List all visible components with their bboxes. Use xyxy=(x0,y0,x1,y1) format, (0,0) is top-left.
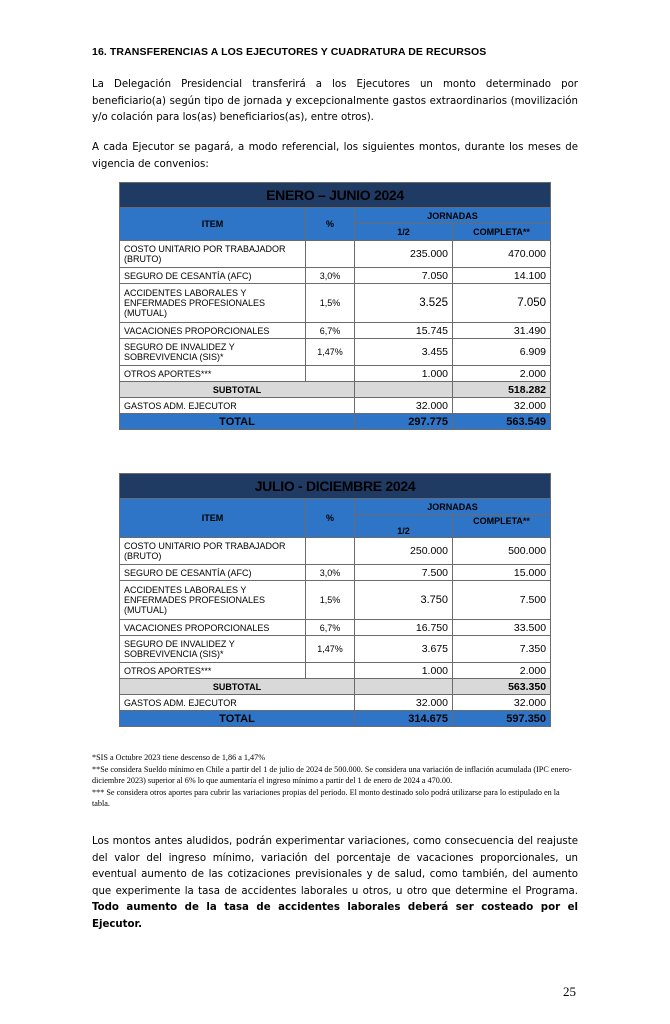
row-pct: 1,47% xyxy=(306,339,355,366)
row-half: 3.455 xyxy=(355,339,453,366)
row-half: 1.000 xyxy=(355,366,453,382)
footnotes xyxy=(92,752,578,810)
row-full: 7.050 xyxy=(453,284,551,323)
subtotal-half-empty xyxy=(355,382,453,398)
row-item: VACACIONES PROPORCIONALES xyxy=(120,620,306,636)
row-pct xyxy=(306,663,355,679)
payment-paragraph: A cada Ejecutor se pagará, a modo referencial, los siguientes montos, durante los meses de vigencia de convenios: xyxy=(92,142,578,170)
footnote-sueldo-minimo: **Se considera Sueldo mínimo en Chile a partir del 1 de julio de 2024 de 500.000. Se considera una variación de inflación acumulada (IPC enero-diciembre 2023) superior al 6% lo que aumentaría el ingreso mínimo a partir del 1 de enero de 2024 a 470.00. xyxy=(92,764,572,785)
subtotal-value: 563.350 xyxy=(453,679,551,695)
gastos-row xyxy=(120,695,551,711)
row-item: ACCIDENTES LABORALES Y ENFERMADES PROFESIONALES (MUTUAL) xyxy=(120,284,306,323)
row-full: 14.100 xyxy=(453,268,551,284)
table-row xyxy=(120,565,551,581)
section-heading: 16. TRANSFERENCIAS A LOS EJECUTORES Y CUADRATURA DE RECURSOS xyxy=(92,46,487,58)
total-full: 563.549 xyxy=(453,414,551,430)
subtotal-value: 518.282 xyxy=(453,382,551,398)
total-full: 597.350 xyxy=(453,711,551,727)
amounts-table-julio-diciembre xyxy=(119,473,551,727)
table-row xyxy=(120,323,551,339)
variations-bold-text: Todo aumento de la tasa de accidentes laborales deberá ser costeado por el Ejecutor. xyxy=(92,902,578,930)
row-item: SEGURO DE INVALIDEZ Y SOBREVIVENCIA (SIS)* xyxy=(120,636,306,663)
table-row xyxy=(120,636,551,663)
subtotal-row xyxy=(120,679,551,695)
gastos-half: 32.000 xyxy=(355,398,453,414)
table-row xyxy=(120,339,551,366)
row-item: SEGURO DE CESANTÍA (AFC) xyxy=(120,565,306,581)
row-full: 7.500 xyxy=(453,581,551,620)
total-row xyxy=(120,414,551,430)
subtotal-half-empty xyxy=(355,679,453,695)
table-row xyxy=(120,581,551,620)
header-half: 1/2 xyxy=(355,515,453,538)
row-full: 6.909 xyxy=(453,339,551,366)
total-label: TOTAL xyxy=(120,414,355,430)
row-item: COSTO UNITARIO POR TRABAJADOR (BRUTO) xyxy=(120,241,306,268)
table-row xyxy=(120,241,551,268)
table-title: JULIO - DICIEMBRE 2024 xyxy=(120,474,551,499)
row-full: 31.490 xyxy=(453,323,551,339)
page-number: 25 xyxy=(563,984,576,999)
row-half: 3.750 xyxy=(355,581,453,620)
intro-paragraph: La Delegación Presidencial transferirá a los Ejecutores un monto determinado por beneficiario(a) según tipo de jornada y excepcionalmente gastos extraordinarios (movilización y/o colación para los(as) beneficiarios(as), entre otros). xyxy=(92,79,578,123)
total-label: TOTAL xyxy=(120,711,355,727)
footnote-otros-aportes: *** Se considera otros aportes para cubrir las variaciones propias del periodo. El monto destinado solo podrá utilizarse para lo estipulado en la tabla. xyxy=(92,787,560,808)
gastos-full: 32.000 xyxy=(453,695,551,711)
row-item: VACACIONES PROPORCIONALES xyxy=(120,323,306,339)
gastos-half: 32.000 xyxy=(355,695,453,711)
row-full: 470.000 xyxy=(453,241,551,268)
row-pct: 3,0% xyxy=(306,268,355,284)
row-half: 15.745 xyxy=(355,323,453,339)
row-pct: 1,5% xyxy=(306,284,355,323)
gastos-row xyxy=(120,398,551,414)
footnote-sis: *SIS a Octubre 2023 tiene descenso de 1,86 a 1,47% xyxy=(92,753,266,762)
header-pct: % xyxy=(306,208,355,241)
total-half: 297.775 xyxy=(355,414,453,430)
table-row xyxy=(120,268,551,284)
total-row xyxy=(120,711,551,727)
row-half: 1.000 xyxy=(355,663,453,679)
row-item: SEGURO DE CESANTÍA (AFC) xyxy=(120,268,306,284)
row-half: 7.050 xyxy=(355,268,453,284)
row-half: 7.500 xyxy=(355,565,453,581)
table-row xyxy=(120,284,551,323)
table-row xyxy=(120,663,551,679)
row-half: 3.675 xyxy=(355,636,453,663)
gastos-label: GASTOS ADM. EJECUTOR xyxy=(120,695,355,711)
header-completa: COMPLETA** xyxy=(453,515,551,538)
header-half: 1/2 xyxy=(355,224,453,241)
row-item: OTROS APORTES*** xyxy=(120,663,306,679)
header-jornadas: JORNADAS xyxy=(355,499,551,515)
header-jornadas: JORNADAS xyxy=(355,208,551,224)
gastos-label: GASTOS ADM. EJECUTOR xyxy=(120,398,355,414)
variations-paragraph xyxy=(92,834,578,933)
row-item: SEGURO DE INVALIDEZ Y SOBREVIVENCIA (SIS)* xyxy=(120,339,306,366)
subtotal-row xyxy=(120,382,551,398)
row-half: 16.750 xyxy=(355,620,453,636)
row-full: 7.350 xyxy=(453,636,551,663)
total-half: 314.675 xyxy=(355,711,453,727)
row-pct: 1,47% xyxy=(306,636,355,663)
gastos-full: 32.000 xyxy=(453,398,551,414)
table-row xyxy=(120,366,551,382)
row-half: 235.000 xyxy=(355,241,453,268)
row-full: 500.000 xyxy=(453,538,551,565)
variations-text: Los montos antes aludidos, podrán experimentar variaciones, como consecuencia del reajuste del valor del ingreso mínimo, variación del porcentaje de vacaciones proporcionales, un eventual aumento de las cotizaciones previsionales y de salud, como también, del aumento que experimente la tasa de accidentes laborales u otros, u otro que determine el Programa. xyxy=(92,836,578,897)
row-item: COSTO UNITARIO POR TRABAJADOR (BRUTO) xyxy=(120,538,306,565)
table-row xyxy=(120,538,551,565)
row-item: OTROS APORTES*** xyxy=(120,366,306,382)
row-full: 33.500 xyxy=(453,620,551,636)
header-item: ITEM xyxy=(120,208,306,241)
header-item: ITEM xyxy=(120,499,306,538)
row-half: 3.525 xyxy=(355,284,453,323)
table-row xyxy=(120,620,551,636)
row-pct: 6,7% xyxy=(306,323,355,339)
row-pct xyxy=(306,538,355,565)
amounts-table-enero-junio xyxy=(119,182,551,430)
subtotal-label: SUBTOTAL xyxy=(120,679,355,695)
row-item: ACCIDENTES LABORALES Y ENFERMADES PROFESIONALES (MUTUAL) xyxy=(120,581,306,620)
table-title: ENERO – JUNIO 2024 xyxy=(120,183,551,208)
header-completa: COMPLETA** xyxy=(453,224,551,241)
row-pct: 3,0% xyxy=(306,565,355,581)
header-pct: % xyxy=(306,499,355,538)
row-pct xyxy=(306,241,355,268)
row-pct: 6,7% xyxy=(306,620,355,636)
row-half: 250.000 xyxy=(355,538,453,565)
subtotal-label: SUBTOTAL xyxy=(120,382,355,398)
row-pct: 1,5% xyxy=(306,581,355,620)
row-pct xyxy=(306,366,355,382)
row-full: 2.000 xyxy=(453,663,551,679)
row-full: 15.000 xyxy=(453,565,551,581)
row-full: 2.000 xyxy=(453,366,551,382)
